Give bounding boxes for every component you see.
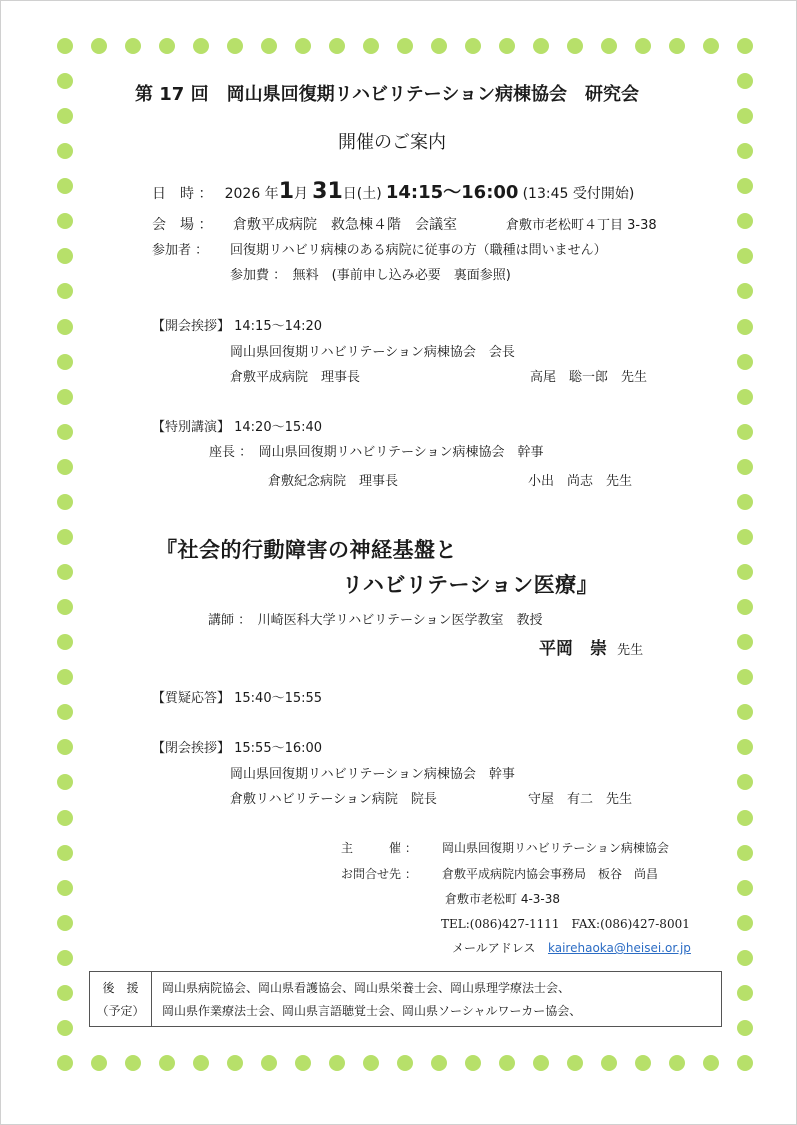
border-dot (737, 634, 753, 650)
border-dot (533, 1055, 549, 1071)
border-dot (57, 424, 73, 440)
border-dot (57, 108, 73, 124)
border-dot (601, 38, 617, 54)
border-dot (159, 1055, 175, 1071)
border-dot (737, 1020, 753, 1036)
fee-text: 参加費 ： 無料 (事前申し込み必要 裏面参照) (230, 268, 511, 283)
border-dot (737, 319, 753, 335)
closing-line2: 倉敷リハビリテーション病院 院長 (230, 792, 437, 807)
border-dot (737, 354, 753, 370)
border-dot (193, 38, 209, 54)
sponsor-label: 後 援 (102, 981, 139, 995)
border-dot (125, 38, 141, 54)
border-dot (261, 38, 277, 54)
border-dot (91, 1055, 107, 1071)
opening-name: 高尾 聡一郎 先生 (530, 370, 648, 385)
border-dot (227, 1055, 243, 1071)
border-dot (737, 774, 753, 790)
special-heading: 【特別講演】 14:20～15:40 (152, 420, 323, 435)
contact-text: 倉敷平成病院内協会事務局 板谷 尚昌 (442, 867, 659, 881)
sponsor-label-note: （予定） (96, 1004, 145, 1018)
participants-text: 回復期リハビリ病棟のある病院に従事の方（職種は問いません） (230, 243, 607, 258)
opening-heading: 【開会挨拶】 14:15～14:20 (152, 319, 323, 334)
border-dot (737, 704, 753, 720)
border-dot (57, 389, 73, 405)
border-dot (57, 459, 73, 475)
border-dot (499, 1055, 515, 1071)
sponsor-line1: 岡山県病院協会、岡山県看護協会、岡山県栄養士会、岡山県理学療法士会、 (162, 981, 571, 995)
border-dot (601, 1055, 617, 1071)
border-dot (737, 213, 753, 229)
border-dot (737, 880, 753, 896)
border-dot (363, 1055, 379, 1071)
border-dot (57, 704, 73, 720)
date-line (152, 179, 634, 208)
border-dot (737, 389, 753, 405)
page-subtitle: 開催のご案内 (338, 132, 446, 153)
border-dot (737, 739, 753, 755)
border-dot (737, 424, 753, 440)
closing-name: 守屋 有二 先生 (528, 792, 633, 807)
border-dot (57, 73, 73, 89)
border-dot (431, 38, 447, 54)
border-dot (737, 178, 753, 194)
border-dot (57, 634, 73, 650)
border-dot (57, 1020, 73, 1036)
border-dot (737, 564, 753, 580)
border-dot (397, 1055, 413, 1071)
border-dot (329, 1055, 345, 1071)
sponsor-header-cell (90, 972, 152, 1026)
border-dot (737, 108, 753, 124)
border-dot (737, 529, 753, 545)
venue-address: 倉敷市老松町４丁目 3-38 (506, 218, 657, 233)
border-dot (125, 1055, 141, 1071)
opening-line2: 倉敷平成病院 理事長 (230, 370, 361, 385)
border-dot (737, 845, 753, 861)
border-dot (295, 1055, 311, 1071)
border-dot (737, 915, 753, 931)
page-title: 第 17 回 岡山県回復期リハビリテーション病棟協会 研究会 (135, 84, 639, 105)
border-dot (737, 248, 753, 264)
chair-line2: 倉敷紀念病院 理事長 (268, 474, 399, 489)
border-dot (57, 319, 73, 335)
contact-phone: TEL:(086)427-1111 FAX:(086)427-8001 (441, 917, 690, 931)
border-dot (737, 669, 753, 685)
lecturer-suffix: 先生 (617, 643, 644, 658)
border-dot (737, 38, 753, 54)
chair-line: 座長 ： 岡山県回復期リハビリテーション病棟協会 幹事 (209, 445, 544, 460)
border-dot (533, 38, 549, 54)
border-dot (737, 73, 753, 89)
email-link[interactable]: kairehaoka@heisei.or.jp (548, 941, 691, 955)
date-day-unit: 日(土) (342, 186, 382, 202)
border-dot (635, 1055, 651, 1071)
border-dot (737, 494, 753, 510)
border-dot (737, 810, 753, 826)
date-label: 日 時 ： (152, 186, 213, 202)
border-dot (669, 38, 685, 54)
border-dot (737, 599, 753, 615)
border-dot (57, 494, 73, 510)
border-dot (737, 283, 753, 299)
border-dot (227, 38, 243, 54)
border-dot (567, 38, 583, 54)
border-dot (57, 599, 73, 615)
border-dot (57, 810, 73, 826)
venue-label: 会 場 ： (152, 217, 213, 233)
border-dot (295, 38, 311, 54)
border-dot (499, 38, 515, 54)
border-dot (635, 38, 651, 54)
date-reception: (13:45 受付開始) (522, 186, 635, 202)
border-dot (57, 564, 73, 580)
border-dot (57, 354, 73, 370)
contact-address: 倉敷市老松町 4-3-38 (445, 892, 561, 906)
border-dot (57, 143, 73, 159)
date-year: 2026 年 (224, 186, 279, 202)
date-month: 1 (278, 179, 294, 204)
email-label: メールアドレス (452, 941, 536, 955)
lecture-title-line1: 『社会的行動障害の神経基盤と (156, 538, 457, 562)
venue-text: 倉敷平成病院 救急棟４階 会議室 (233, 217, 457, 233)
border-dot (91, 38, 107, 54)
border-dot (57, 915, 73, 931)
sponsor-box (89, 971, 722, 1027)
border-dot (465, 1055, 481, 1071)
border-dot (261, 1055, 277, 1071)
border-dot (57, 213, 73, 229)
border-dot (737, 459, 753, 475)
lecturer-name-line (539, 637, 643, 663)
sponsor-line2: 岡山県作業療法士会、岡山県言語聴覚士会、岡山県ソーシャルワーカー協会、 (162, 1004, 582, 1018)
border-dot (57, 845, 73, 861)
border-dot (465, 38, 481, 54)
participants-label: 参加者 ： (152, 243, 209, 258)
border-dot (363, 38, 379, 54)
opening-line1: 岡山県回復期リハビリテーション病棟協会 会長 (230, 345, 515, 360)
border-dot (193, 1055, 209, 1071)
closing-line1: 岡山県回復期リハビリテーション病棟協会 幹事 (230, 767, 515, 782)
date-day: 31 (312, 179, 343, 204)
border-dot (57, 178, 73, 194)
border-dot (57, 1055, 73, 1071)
border-dot (703, 1055, 719, 1071)
border-dot (737, 1055, 753, 1071)
border-dot (57, 950, 73, 966)
border-dot (737, 985, 753, 1001)
border-dot (57, 38, 73, 54)
contact-label: お問合せ先 ： (341, 867, 417, 881)
border-dot (669, 1055, 685, 1071)
lecture-title-line2: リハビリテーション医療』 (342, 573, 599, 597)
border-dot (159, 38, 175, 54)
border-dot (57, 248, 73, 264)
chair-name: 小出 尚志 先生 (528, 474, 633, 489)
date-time: 14:15～16:00 (385, 182, 519, 203)
lecturer-name: 平岡 崇 (539, 639, 607, 659)
border-dot (57, 283, 73, 299)
border-dot (567, 1055, 583, 1071)
border-dot (397, 38, 413, 54)
host-label: 主 催 ： (341, 841, 417, 855)
border-dot (57, 669, 73, 685)
border-dot (57, 774, 73, 790)
border-dot (737, 950, 753, 966)
border-dot (431, 1055, 447, 1071)
closing-heading: 【閉会挨拶】 15:55～16:00 (152, 741, 323, 756)
border-dot (57, 529, 73, 545)
qa-heading: 【質疑応答】 15:40～15:55 (152, 691, 323, 706)
host-text: 岡山県回復期リハビリテーション病棟協会 (442, 841, 669, 855)
border-dot (57, 985, 73, 1001)
border-dot (703, 38, 719, 54)
lecturer-line: 講師 ： 川崎医科大学リハビリテーション医学教室 教授 (208, 613, 543, 628)
border-dot (329, 38, 345, 54)
border-dot (737, 143, 753, 159)
border-dot (57, 739, 73, 755)
date-month-unit: 月 (294, 186, 308, 202)
border-dot (57, 880, 73, 896)
